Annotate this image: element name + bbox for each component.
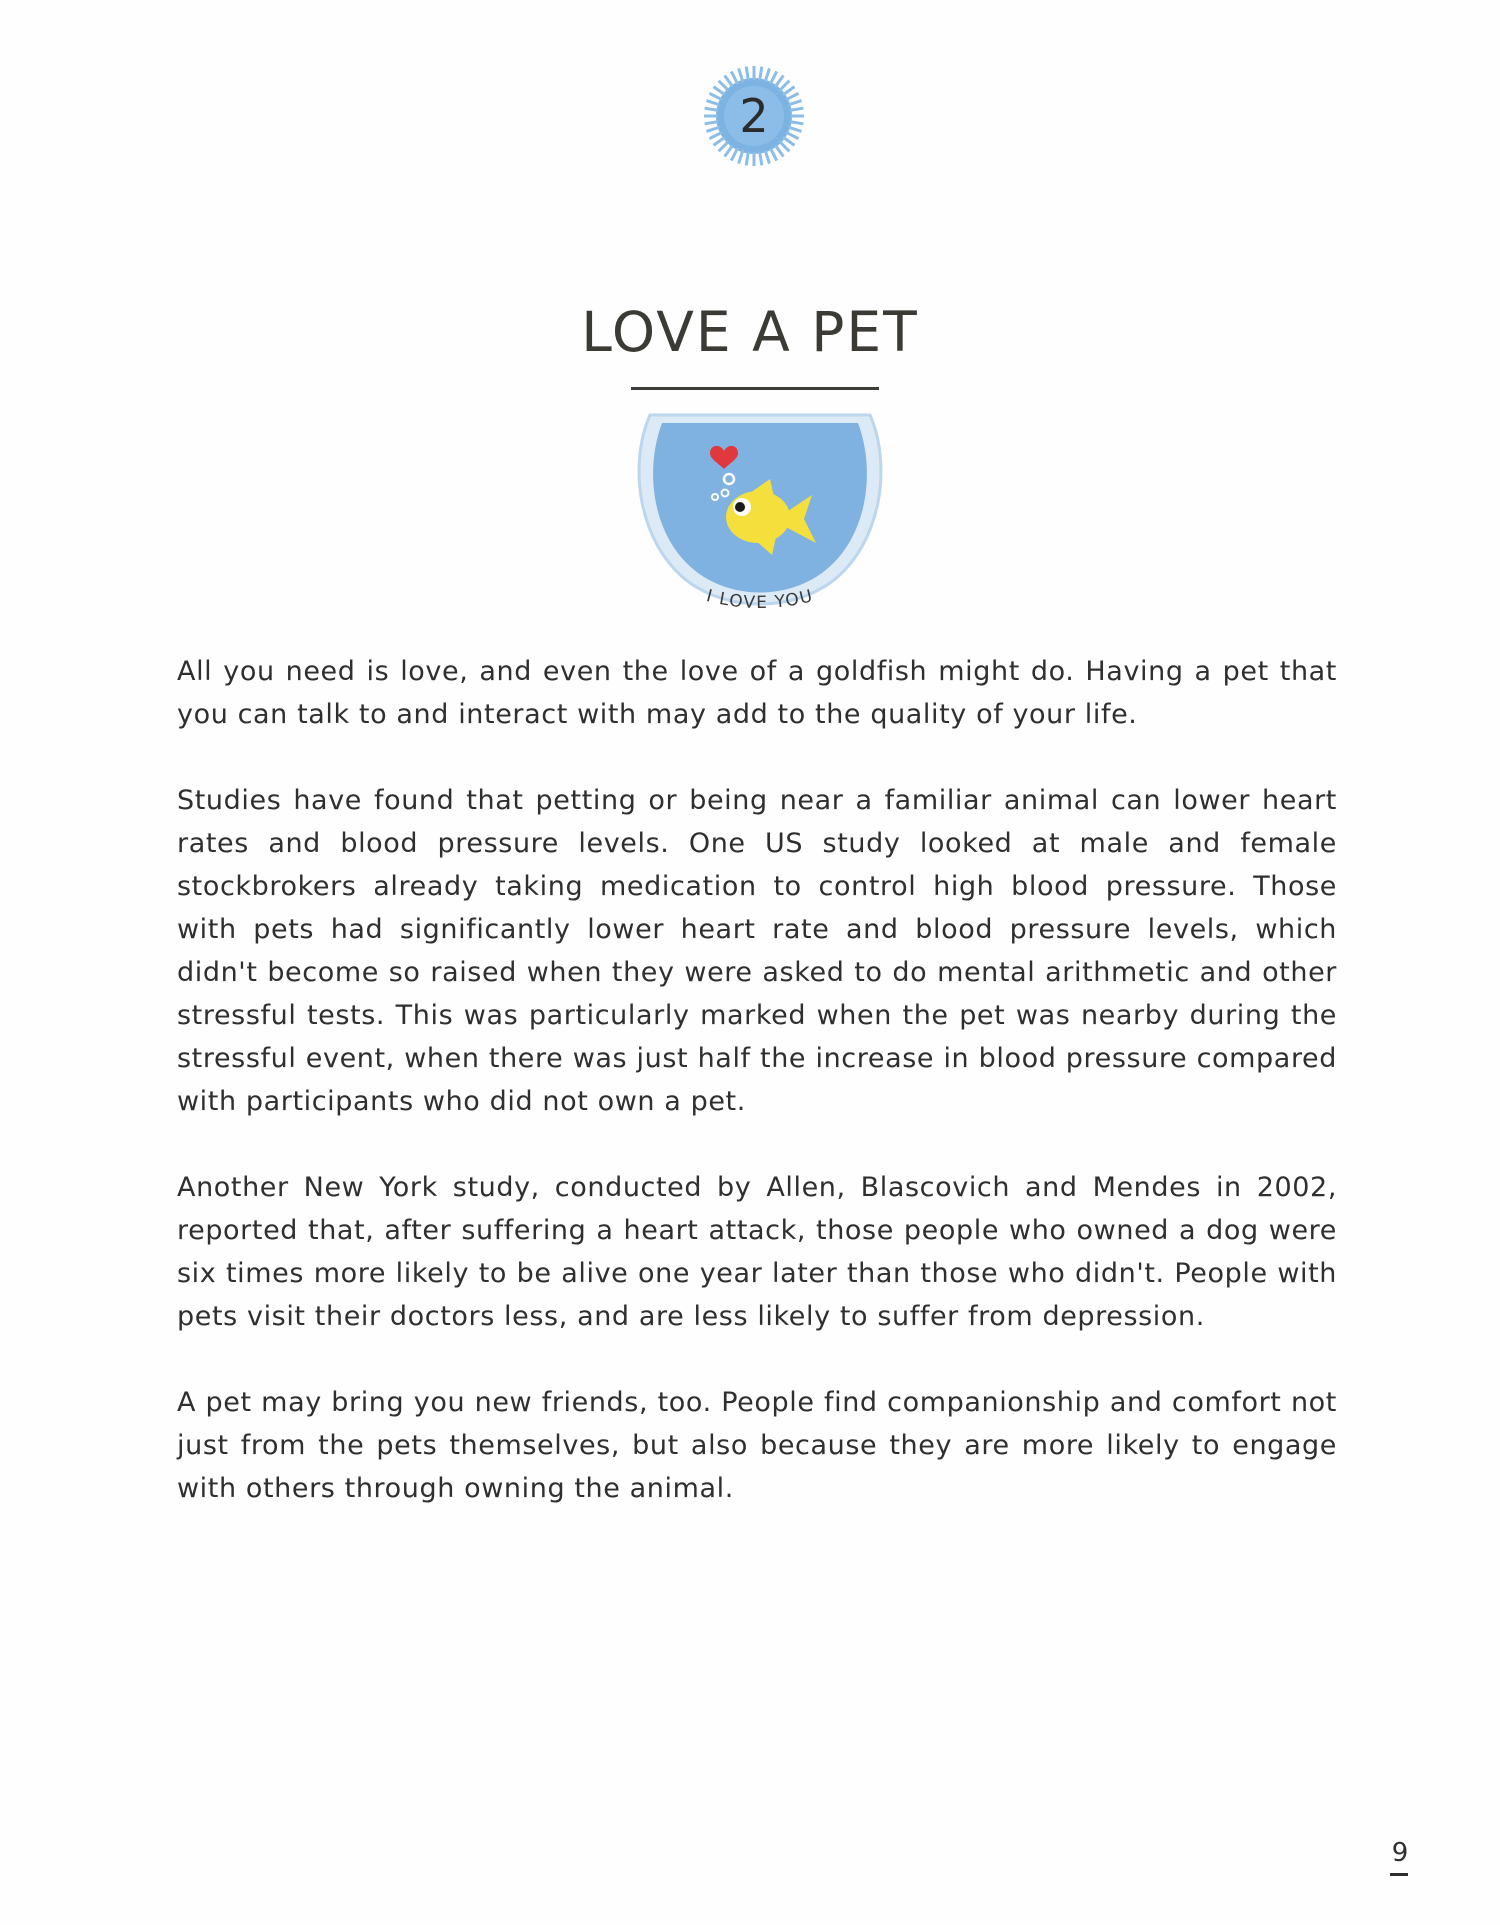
page-number-underline (1390, 1873, 1408, 1876)
page-number: 9 (1391, 1838, 1409, 1868)
paragraph: Another New York study, conducted by Allen, Blascovich and Mendes in 2002, reported that, after suffering a heart attack, those people who owned a dog were six times more likely to be alive one year later than those who didn't. People with pets visit their doctors less, and are less likely to suffer from depression. (177, 1172, 1337, 1332)
chapter-badge (702, 64, 806, 168)
article-body (177, 650, 1337, 1553)
page-title: LOVE A PET (581, 300, 919, 364)
caption-text: I LOVE YOU (704, 586, 816, 614)
paragraph: All you need is love, and even the love of a goldfish might do. Having a pet that you can talk to and interact with may add to the quality of your life. (177, 656, 1337, 730)
chapter-number: 2 (739, 89, 769, 143)
paragraph: Studies have found that petting or being near a familiar animal can lower heart rates and blood pressure levels. One US study looked at male and female stockbrokers already taking medication to control high blood pressure. Those with pets had significantly lower heart rate and blood pressure levels, which didn't become so raised when they were asked to do mental arithmetic and other stressful tests. This was particularly marked when the pet was nearby during the stressful event, when there was just half the increase in blood pressure compared with participants who did not own a pet. (177, 785, 1337, 1117)
illustration-caption (660, 582, 860, 632)
title-underline (631, 387, 879, 390)
paragraph: A pet may bring you new friends, too. People find companionship and comfort not just from the pets themselves, but also because they are more likely to engage with others through owning the animal. (177, 1387, 1337, 1504)
svg-text:I LOVE YOU (704, 586, 816, 613)
